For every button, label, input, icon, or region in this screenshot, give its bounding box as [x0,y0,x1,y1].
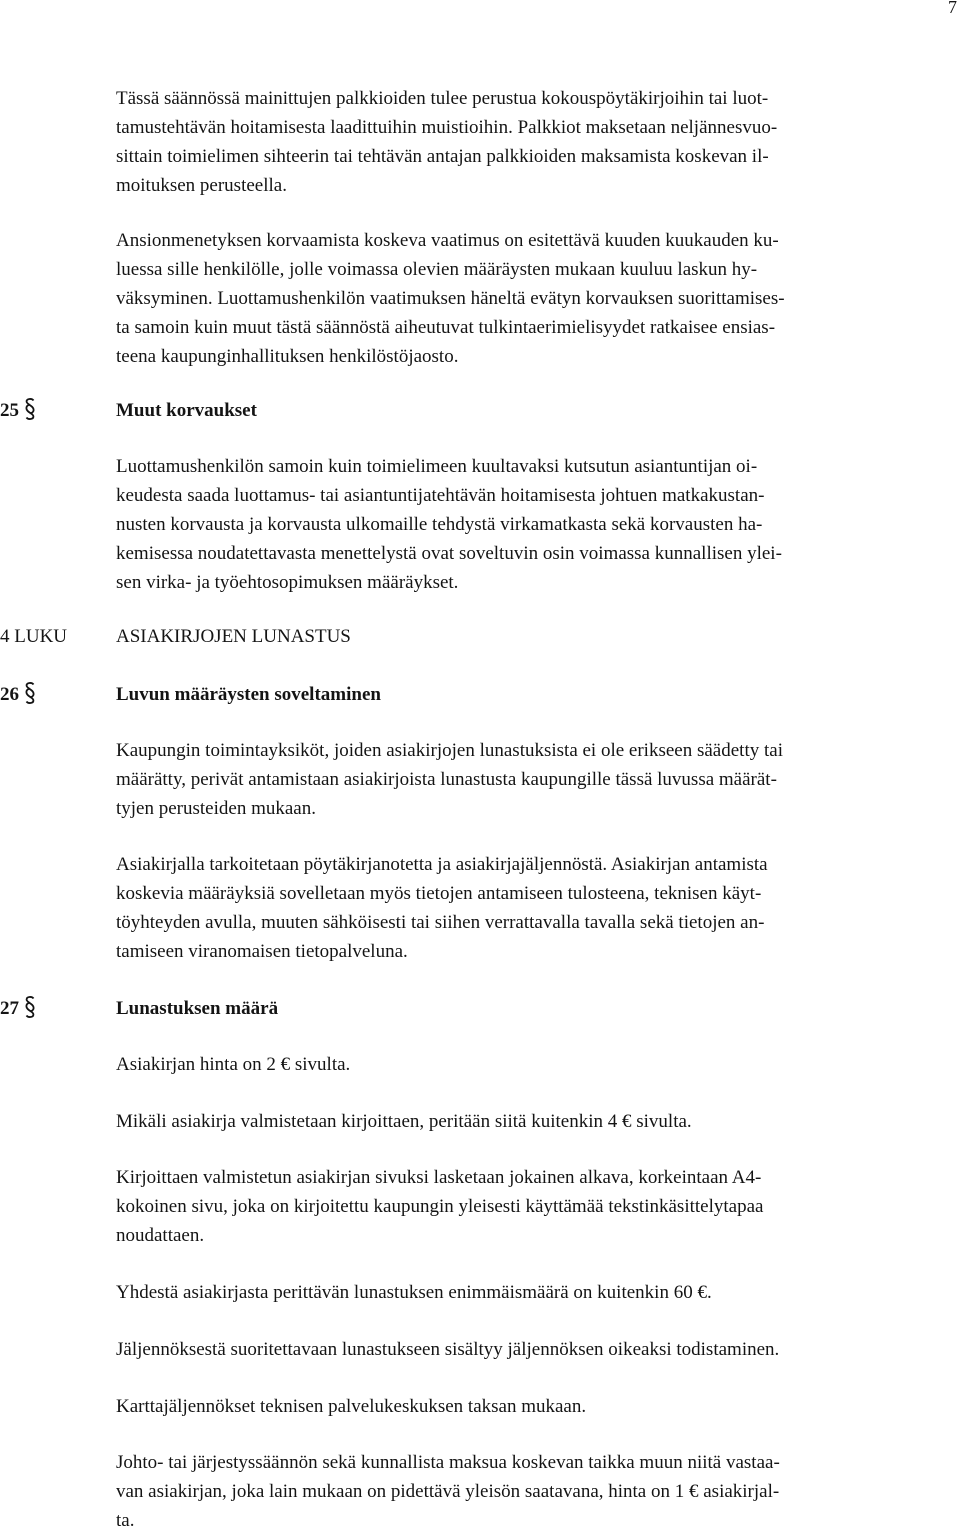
text-line: luessa sille henkilölle, jolle voimassa olevien määräysten mukaan kuuluu laskun hy- [116,259,758,280]
text-line: Asiakirjan hinta on 2 € sivulta. [116,1054,351,1075]
section-title: Luvun määräysten soveltaminen [116,684,381,705]
text-line: Mikäli asiakirja valmistetaan kirjoittaen, peritään siitä kuitenkin 4 € sivulta. [116,1111,692,1132]
text-line: Ansionmenetyksen korvaamista koskeva vaatimus on esitettävä kuuden kuukauden ku- [116,230,779,251]
paragraph-applicability [116,736,958,823]
section-number: 27 [0,994,37,1023]
text-line: Kaupungin toimintayksiköt, joiden asiakirjojen lunastuksista ei ole erikseen säädetty tai [116,740,783,761]
paragraph-certification [116,1335,958,1364]
text-line: tamiseen viranomaisen tietopalveluna. [116,941,408,962]
text-line: väksyminen. Luottamushenkilön vaatimuksen häneltä evätyn korvauksen suorittamises- [116,288,785,309]
text-line: määrätty, perivät antamistaan asiakirjoista lunastusta kaupungille tässä luvussa määrät- [116,769,777,790]
text-line: teena kaupunginhallituksen henkilöstöjaosto. [116,346,459,367]
section-number: 26 [0,680,37,709]
chapter-number: 4 LUKU [0,626,68,647]
paragraph-price-per-page [116,1050,958,1079]
text-line: Johto- tai järjestyssäännön sekä kunnallista maksua koskevan taikka muun niitä vastaa- [116,1452,780,1473]
paragraph-handwritten-price [116,1107,958,1136]
text-line: töyhteyden avulla, muuten sähköisesti tai siihen verrattavalla tavalla sekä tietojen an- [116,912,765,933]
text-line: van asiakirjan, joka lain mukaan on pidettävä yleisön saatavana, hinta on 1 € asiakirjal- [116,1481,780,1502]
text-line: Tässä säännössä mainittujen palkkioiden tulee perustua kokouspöytäkirjoihin tai luot- [116,88,769,109]
paragraph-loss-of-earnings [116,226,958,371]
page-number: 7 [948,0,957,17]
paragraph-travel-expenses [116,452,958,597]
text-line: tamustehtävän hoitamisesta laadittuihin muistioihin. Palkkiot maksetaan neljännesvuo- [116,117,778,138]
chapter-title: ASIAKIRJOJEN LUNASTUS [116,626,351,647]
paragraph-public-documents [116,1448,958,1535]
text-line: Luottamushenkilön samoin kuin toimielimeen kuultavaksi kutsutun asiantuntijan oi- [116,456,758,477]
text-line: koskevia määräyksiä sovelletaan myös tietojen antamiseen tulosteena, teknisen käyt- [116,883,762,904]
text-line: moituksen perusteella. [116,175,287,196]
text-line: nusten korvausta ja korvausta ulkomaille tehdystä virkamatkasta sekä korvausten ha- [116,514,763,535]
paragraph-page-definition [116,1163,958,1250]
text-line: kokoinen sivu, joka on kirjoitettu kaupungin yleisesti käyttämää tekstinkäsittelytapaa [116,1196,764,1217]
text-line: ta samoin kuin muut tästä säännöstä aiheutuvat tulkintaerimielisyydet ratkaisee ensias- [116,317,776,338]
text-line: Kirjoittaen valmistetun asiakirjan sivuksi lasketaan jokainen alkava, korkeintaan A4- [116,1167,762,1188]
text-line: Yhdestä asiakirjasta perittävän lunastuksen enimmäismäärä on kuitenkin 60 €. [116,1282,712,1303]
text-line: sen virka- ja työehtosopimuksen määräykset. [116,572,459,593]
section-sign-icon [23,995,37,1019]
text-line: Karttajäljennökset teknisen palvelukeskuksen taksan mukaan. [116,1396,587,1417]
text-line: noudattaen. [116,1225,205,1246]
chapter-heading-4 [0,622,960,651]
text-line: tyjen perusteiden mukaan. [116,798,316,819]
section-heading-27 [0,994,960,1023]
paragraph-document-definition [116,850,958,966]
text-line: Asiakirjalla tarkoitetaan pöytäkirjanotetta ja asiakirjajäljennöstä. Asiakirjan antamista [116,854,768,875]
text-line: ta. [116,1510,135,1531]
text-line: Jäljennöksestä suoritettavaan lunastukseen sisältyy jäljennöksen oikeaksi todistaminen. [116,1339,780,1360]
section-number: 25 [0,396,37,425]
section-sign-icon [23,397,37,421]
section-sign-icon [23,681,37,705]
paragraph-map-copies [116,1392,958,1421]
paragraph-fee-basis [116,84,958,200]
section-title: Lunastuksen määrä [116,998,279,1019]
text-line: kemisessa noudatettavasta menettelystä ovat soveltuvin osin voimassa kunnallisen ylei- [116,543,782,564]
section-heading-26 [0,680,960,709]
section-heading-25 [0,396,960,425]
text-line: keudesta saada luottamus- tai asiantuntijatehtävän hoitamisesta johtuen matkakustan- [116,485,765,506]
paragraph-max-fee [116,1278,958,1307]
text-line: sittain toimielimen sihteerin tai tehtävän antajan palkkioiden maksamista koskevan il- [116,146,769,167]
section-title: Muut korvaukset [116,400,257,421]
